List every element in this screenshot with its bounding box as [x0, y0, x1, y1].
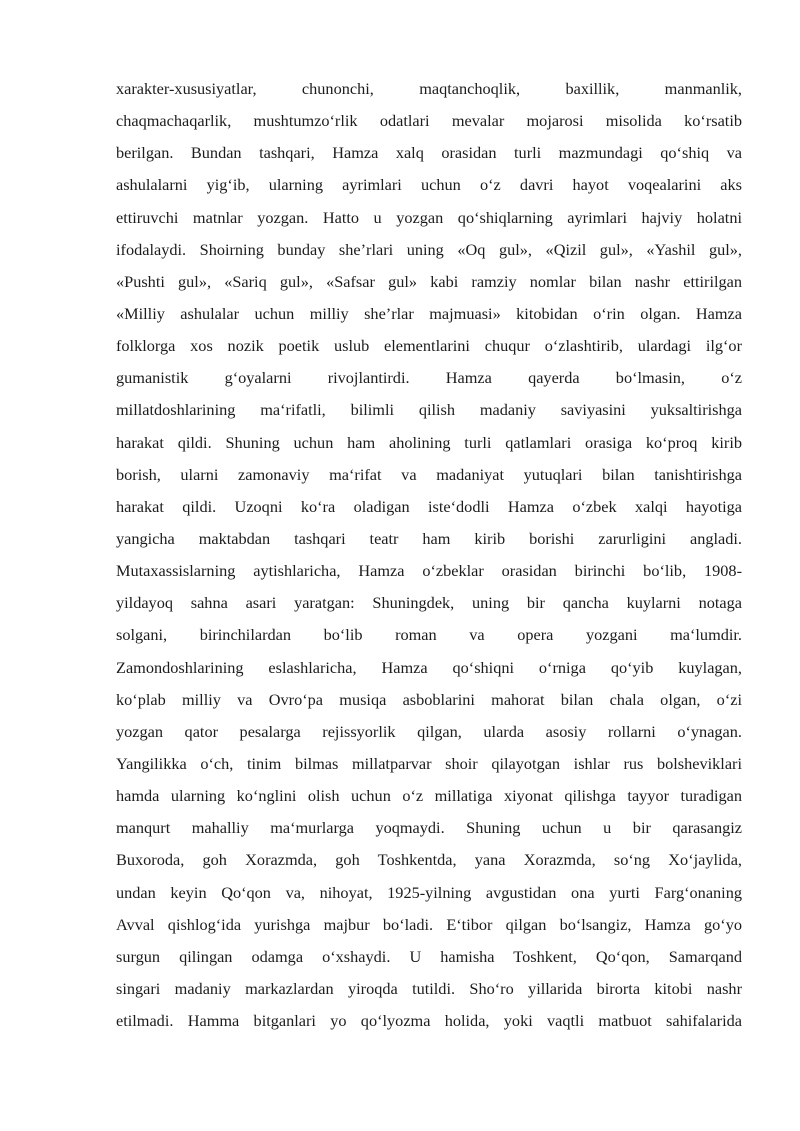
text-line: xarakter-xususiyatlar, chunonchi, maqtanchoqlik, baxillik, manmanlik, — [116, 79, 742, 98]
text-line: borish, ularni zamonaviy ma‘rifat va madaniyat yutuqlari bilan tanishtirishga — [116, 464, 742, 484]
text-line: hamda ularning ko‘nglini olish uchun o‘z millatiga xiyonat qilishga tayyor turadigan — [116, 786, 742, 806]
text-line: Buxoroda, goh Xorazmda, goh Toshkentda, yana Xorazmda, so‘ng Xo‘jaylida, — [116, 850, 742, 870]
text-line: millatdoshlarining ma‘rifatli, bilimli qilish madaniy saviyasini yuksaltirishga — [116, 400, 742, 420]
text-line: berilgan. Bundan tashqari, Hamza xalq orasidan turli mazmundagi qo‘shiq va — [116, 143, 742, 163]
text-line: ko‘plab milliy va Ovro‘pa musiqa asboblarini mahorat bilan chala olgan, o‘zi — [116, 689, 742, 709]
text-line: folklorga xos nozik poetik uslub elementlarini chuqur o‘zlashtirib, ulardagi ilg‘or — [116, 336, 742, 356]
text-line: harakat qildi. Shuning uchun ham aholining turli qatlamlari orasiga ko‘proq kirib — [116, 432, 742, 452]
text-line: solgani, birinchilardan bo‘lib roman va opera yozgani ma‘lumdir. — [116, 625, 742, 645]
text-line: Zamondoshlarining eslashlaricha, Hamza qo‘shiqni o‘rniga qo‘yib kuylagan, — [116, 657, 742, 677]
text-line: etilmadi. Hamma bitganlari yo qo‘lyozma holida, yoki vaqtli matbuot sahifalarida — [116, 1011, 742, 1031]
text-line: Yangilikka o‘ch, tinim bilmas millatparvar shoir qilayotgan ishlar rus bolsheviklari — [116, 753, 742, 773]
text-line: yildayoq sahna asari yaratgan: Shuningdek, uning bir qancha kuylarni notaga — [116, 593, 742, 613]
text-line: ettiruvchi matnlar yozgan. Hatto u yozgan qo‘shiqlarning ayrimlari hajviy holatni — [116, 207, 742, 227]
text-line: yangicha maktabdan tashqari teatr ham kirib borishi zarurligini angladi. — [116, 528, 742, 548]
text-line: harakat qildi. Uzoqni ko‘ra oladigan iste‘dodli Hamza o‘zbek xalqi hayotiga — [116, 496, 742, 516]
text-line: Avval qishlog‘ida yurishga majbur bo‘ladi. E‘tibor qilgan bo‘lsangiz, Hamza go‘yo — [116, 914, 742, 934]
text-line: Mutaxassislarning aytishlaricha, Hamza o‘zbeklar orasidan birinchi bo‘lib, 1908- — [116, 561, 742, 581]
document-page — [116, 73, 742, 1037]
text-line: undan keyin Qo‘qon va, nihoyat, 1925-yilning avgustidan ona yurti Farg‘onaning — [116, 882, 742, 902]
text-line: yozgan qator pesalarga rejissyorlik qilgan, ularda asosiy rollarni o‘ynagan. — [116, 721, 742, 741]
text-line: surgun qilingan odamga o‘xshaydi. U hamisha Toshkent, Qo‘qon, Samarqand — [116, 946, 742, 966]
text-line: ashulalarni yig‘ib, ularning ayrimlari uchun o‘z davri hayot voqealarini aks — [116, 175, 742, 195]
text-line: gumanistik g‘oyalarni rivojlantirdi. Hamza qayerda bo‘lmasin, o‘z — [116, 368, 742, 388]
text-line: manqurt mahalliy ma‘murlarga yoqmaydi. Shuning uchun u bir qarasangiz — [116, 818, 742, 838]
text-line: «Pushti gul», «Sariq gul», «Safsar gul» kabi ramziy nomlar bilan nashr ettirilgan — [116, 271, 742, 291]
text-line: singari madaniy markazlardan yiroqda tutildi. Sho‘ro yillarida birorta kitobi nashr — [116, 978, 742, 998]
text-line: «Milliy ashulalar uchun milliy she’rlar majmuasi» kitobidan o‘rin olgan. Hamza — [116, 303, 742, 323]
text-line: ifodalaydi. Shoirning bunday she’rlari uning «Oq gul», «Qizil gul», «Yashil gul», — [116, 239, 742, 259]
text-line: chaqmachaqarlik, mushtumzo‘rlik odatlari mevalar mojarosi misolida ko‘rsatib — [116, 111, 742, 131]
